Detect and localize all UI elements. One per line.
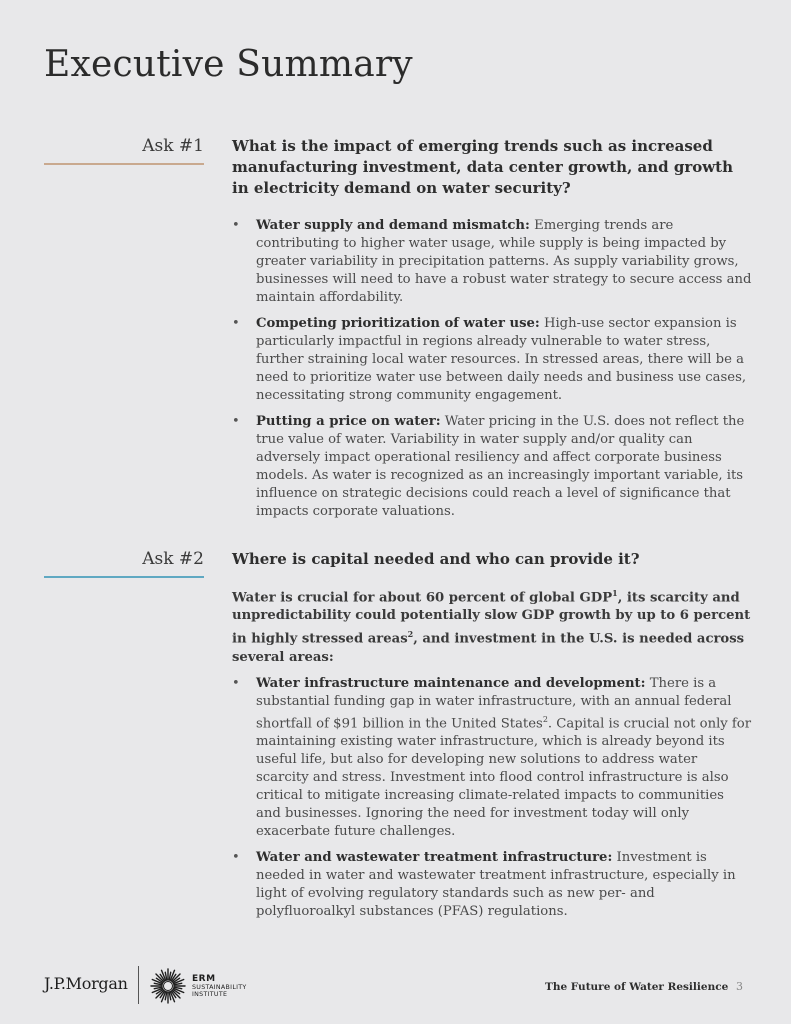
ask-1-bullets <box>232 217 752 521</box>
page-title: Executive Summary <box>44 44 413 85</box>
bullet-lead: Water supply and demand mismatch: <box>256 218 530 233</box>
intro-text: , and investment in the U.S. is needed across several areas: <box>232 631 745 665</box>
bullet-text: High-use sector expansion is particularly impactful in regions already vulnerable to water stress, further straining local water resources. In stressed areas, there will be a need to prioritize water use between daily needs and business use cases, necessitating strong community engagement. <box>256 316 747 403</box>
ask-2-label: Ask #2 <box>142 549 204 569</box>
bullet-dot: • <box>232 675 240 691</box>
bullet-dot: • <box>232 316 240 331</box>
bullet-lead: Competing prioritization of water use: <box>256 316 540 331</box>
erm-institute: INSTITUTE <box>192 991 228 999</box>
footnote-ref: 2 <box>542 714 548 724</box>
bullet-lead: Water infrastructure maintenance and development: <box>256 675 646 691</box>
list-item <box>232 849 752 921</box>
bullet-text: Water pricing in the U.S. does not reflect the true value of water. Variability in water supply and/or quality can adversely impact operational resiliency and affect corporate business models. As water is recognized as an increasingly important variable, its influence on strategic decisions could reach a level of significance that impacts corporate valuations. <box>256 414 745 519</box>
bullet-text: Investment is needed in water and wastewater treatment infrastructure, especially in light of evolving regulatory standards such as new per- and polyfluoroalkyl substances (PFAS) regulations. <box>256 850 736 920</box>
ask-1-rule <box>44 163 204 165</box>
list-item <box>232 315 752 405</box>
intro-text: Water is crucial for about 60 percent of global GDP <box>232 590 613 606</box>
erm-sustainability: SUSTAINABILITY <box>192 984 247 991</box>
ask-2-intro <box>232 584 752 667</box>
ask-1-content <box>232 136 752 529</box>
list-item <box>232 675 752 841</box>
ask-2-content <box>232 549 752 929</box>
bullet-text: Emerging trends are contributing to higher water usage, while supply is being impacted by greater variability in precipitation patterns. As supply variability grows, businesses will need to have a robust water strategy to secure access and maintain affordability. <box>256 218 752 305</box>
footnote-ref: 2 <box>407 629 414 640</box>
list-item <box>232 217 752 307</box>
erm-logo-text <box>192 974 247 998</box>
bullet-dot: • <box>232 850 240 866</box>
bullet-lead: Putting a price on water: <box>256 414 441 429</box>
page-number: 3 <box>736 980 743 993</box>
report-title: The Future of Water Resilience <box>545 981 729 993</box>
bullet-dot: • <box>232 414 240 429</box>
footnote-ref: 1 <box>612 588 618 598</box>
ask-1-label: Ask #1 <box>142 136 204 156</box>
ask-2-question: Where is capital needed and who can provide it? <box>232 550 640 568</box>
list-item <box>232 413 752 521</box>
intro-text: , its scarcity and unpredictability could potentially slow GDP growth by up to 6 percent in highly stressed areas <box>232 590 751 647</box>
erm-name: ERM <box>192 974 216 984</box>
page-footer <box>0 962 791 1012</box>
bullet-lead: Water and wastewater treatment infrastructure: <box>256 850 613 866</box>
bullet-text: There is a substantial funding gap in water infrastructure, with an annual federal shortfall of $91 billion in the United States <box>256 675 732 732</box>
bullet-text: . Capital is crucial not only for maintaining existing water infrastructure, which is already beyond its useful life, but also for developing new solutions to address water scarcity and stress. Investment into flood control infrastructure is also critical to mitigate increasing climate-related impacts to communities and businesses. Ignoring the need for investment today will only exacerbate future challenges. <box>256 716 752 840</box>
jpmorgan-logo: J.P.Morgan <box>44 974 128 993</box>
ask-2-rule <box>44 576 204 578</box>
ask-2-bullets <box>232 675 752 921</box>
bullet-dot: • <box>232 218 240 233</box>
erm-sunburst-icon <box>150 968 186 1004</box>
ask-1-question: What is the impact of emerging trends such as increased manufacturing investment, data center growth, and growth in electricity demand on water security? <box>232 137 734 197</box>
footer-divider <box>138 966 139 1004</box>
